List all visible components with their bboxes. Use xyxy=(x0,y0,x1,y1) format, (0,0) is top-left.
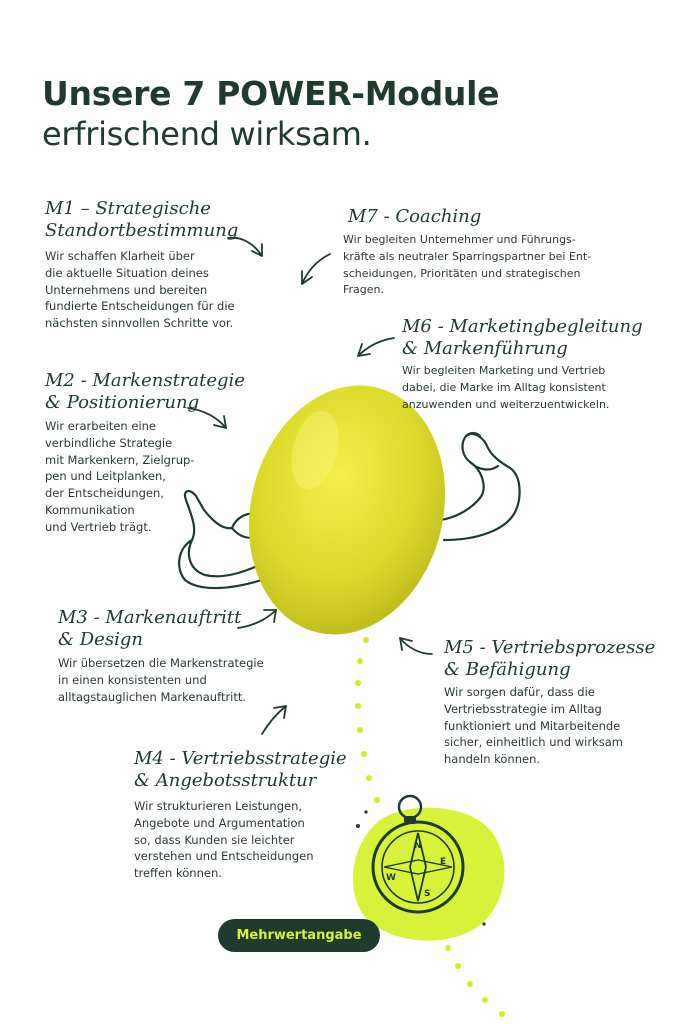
module-m7-text-line: kräfte als neutraler Sparringspartner bei Ent- xyxy=(343,249,592,263)
page-title: Unsere 7 POWER-Module xyxy=(42,74,500,113)
module-m1-text-line: Wir schaffen Klarheit über xyxy=(45,249,195,263)
arrow-icon-m3 xyxy=(238,610,276,628)
module-m5-title-line: M5 - Vertriebsprozesse xyxy=(444,637,656,658)
module-m5-title xyxy=(444,637,655,681)
module-m4-title-line: & Angebotsstruktur xyxy=(134,770,317,791)
module-m6-text-line: Wir begleiten Marketing und Vertrieb xyxy=(402,364,606,377)
module-m2-title-line: M2 - Markenstrategie xyxy=(45,370,245,391)
module-m2-title-line: & Positionierung xyxy=(45,392,200,413)
compass-east-letter: E xyxy=(440,857,447,867)
module-m2-text-line: Kommunikation xyxy=(45,502,135,517)
module-m6-text-line: dabei, die Marke im Alltag konsistent xyxy=(402,380,606,394)
flexed-arm-right-icon xyxy=(440,433,520,540)
compass-icon xyxy=(353,796,504,941)
mehrwert-badge-button[interactable]: Mehrwertangabe xyxy=(218,919,380,952)
module-m6-title xyxy=(402,316,643,360)
module-m2-text-line: pen und Leitplanken, xyxy=(45,469,166,484)
module-m2-text-line: verbindliche Strategie xyxy=(45,435,173,450)
module-m1-title-line: Standortbestimmung xyxy=(45,220,239,241)
compass-south-letter: S xyxy=(424,889,431,899)
module-m2-text-line: mit Markenkern, Zielgrup- xyxy=(45,452,195,467)
compass-north-letter: N xyxy=(414,841,422,851)
arrow-icon-m6 xyxy=(358,338,394,356)
module-m1-title-line: M1 – Strategische xyxy=(45,198,211,219)
module-m5-text xyxy=(444,684,623,768)
module-m1-text-line: Unternehmens und bereiten xyxy=(45,282,208,297)
module-m1-text xyxy=(45,248,235,332)
module-m4-title-line: M4 - Vertriebsstrategie xyxy=(134,748,347,769)
arrow-icon-m4 xyxy=(262,706,286,734)
module-m1-title xyxy=(45,198,238,242)
module-m4-text-line: verstehen und Entscheidungen xyxy=(134,849,314,864)
module-m6-text-line: anzuwenden und weiterzuentwickeln. xyxy=(402,397,610,411)
module-m2-text xyxy=(45,418,194,536)
arrow-icon-m7 xyxy=(302,254,330,284)
module-m5-title-line: & Befähigung xyxy=(444,659,571,680)
module-m3-text-line: alltagstauglichen Markenauftritt. xyxy=(58,689,247,704)
module-m2-text-line: der Entscheidungen, xyxy=(45,486,164,501)
module-m5-text-line: Wir sorgen dafür, dass die xyxy=(444,685,595,699)
module-m6-text xyxy=(402,363,609,413)
module-m3-text xyxy=(58,655,264,705)
module-m1-text-line: die aktuelle Situation deines xyxy=(45,265,209,280)
module-m7-title xyxy=(348,206,481,228)
module-m7-text-line: Fragen. xyxy=(343,283,385,297)
module-m7-text xyxy=(343,232,591,299)
module-m7-text-line: Wir begleiten Unternehmer und Führungs- xyxy=(343,233,576,246)
module-m6-title-line: & Markenführung xyxy=(402,338,568,359)
module-m4-title xyxy=(134,748,347,792)
module-m3-text-line: in einen konsistenten und xyxy=(58,672,207,687)
page-subtitle: erfrischend wirksam. xyxy=(42,115,372,153)
module-m4-text xyxy=(134,798,314,882)
module-m2-title xyxy=(45,370,245,414)
module-m1-text-line: nächsten sinnvollen Schritte vor. xyxy=(45,316,234,331)
module-m5-text-line: sicher, einheitlich und wirksam xyxy=(444,735,623,750)
module-m7-title-line: M7 - Coaching xyxy=(348,206,482,227)
module-m2-text-line: und Vertrieb trägt. xyxy=(45,519,152,534)
module-m4-text-line: Angebote und Argumentation xyxy=(134,815,305,830)
module-m4-text-line: so, dass Kunden sie leichter xyxy=(134,832,295,847)
module-m5-text-line: funktioniert und Mitarbeitende xyxy=(444,718,621,733)
module-m3-title-line: & Design xyxy=(58,629,143,650)
module-m2-text-line: Wir erarbeiten eine xyxy=(45,419,157,433)
arrow-icon-m5 xyxy=(400,638,432,654)
module-m4-text-line: treffen können. xyxy=(134,866,222,881)
module-m3-text-line: Wir übersetzen die Markenstrategie xyxy=(58,656,264,670)
module-m5-text-line: handeln können. xyxy=(444,752,541,767)
module-m7-text-line: scheidungen, Prioritäten und strategischen xyxy=(343,266,581,280)
module-m1-text-line: fundierte Entscheidungen für die xyxy=(45,299,235,314)
module-m3-title xyxy=(58,607,241,651)
module-m5-text-line: Vertriebsstrategie im Alltag xyxy=(444,701,602,716)
module-m6-title-line: M6 - Marketingbegleitung xyxy=(402,316,643,337)
compass-west-letter: W xyxy=(386,873,396,883)
module-m3-title-line: M3 - Markenauftritt xyxy=(58,607,242,628)
module-m4-text-line: Wir strukturieren Leistungen, xyxy=(134,799,303,813)
